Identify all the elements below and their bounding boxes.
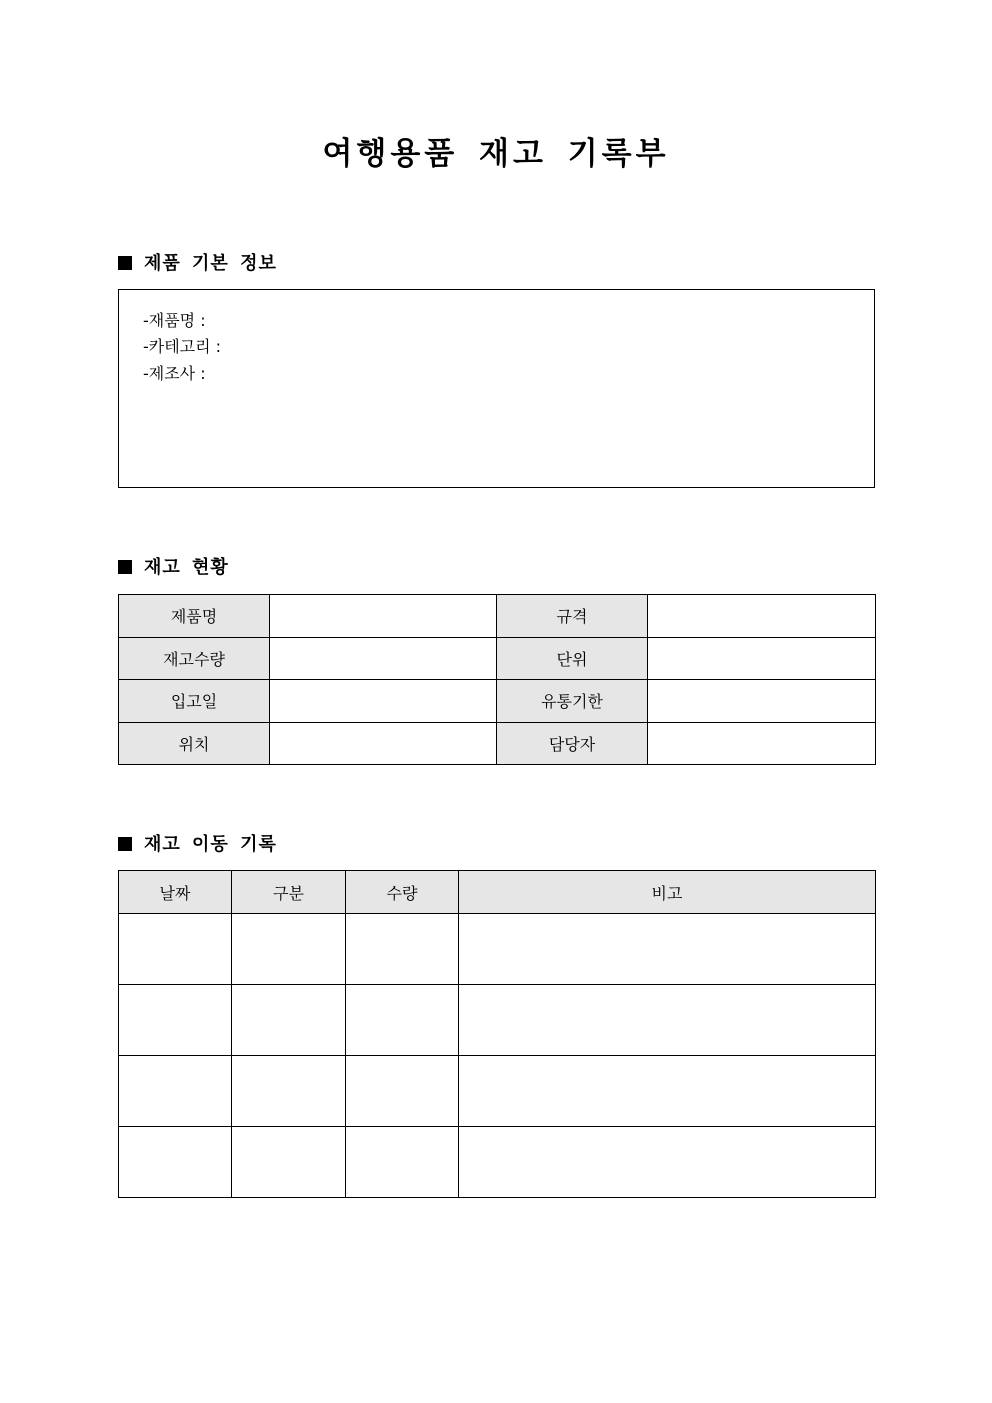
date-cell[interactable] [119, 1056, 232, 1127]
quantity-cell[interactable] [346, 914, 459, 985]
product-info-box [118, 289, 875, 488]
field-value-cell[interactable] [270, 680, 497, 723]
remarks-cell[interactable] [459, 1127, 876, 1198]
remarks-cell[interactable] [459, 914, 876, 985]
document-title: 여행용품 재고 기록부 [322, 136, 670, 172]
movement-log-table [118, 870, 876, 1198]
section-heading-label: 재고 이동 기록 [144, 834, 277, 855]
remarks-cell[interactable] [459, 1056, 876, 1127]
table-row [119, 1127, 876, 1198]
column-header-remarks: 비고 [459, 871, 876, 914]
table-row [119, 985, 876, 1056]
table-row [119, 1056, 876, 1127]
stock-status-table [118, 594, 876, 765]
field-value-cell[interactable] [270, 595, 497, 638]
table-header-row [119, 871, 876, 914]
remarks-cell[interactable] [459, 985, 876, 1056]
field-label: 담당자 [497, 722, 648, 765]
field-value-cell[interactable] [648, 680, 876, 723]
category-line: -카테고리 : [143, 337, 222, 356]
date-cell[interactable] [119, 1127, 232, 1198]
field-label: 위치 [119, 722, 270, 765]
quantity-cell[interactable] [346, 1056, 459, 1127]
section-heading-label: 재고 현황 [144, 557, 229, 578]
column-header-type: 구분 [232, 871, 346, 914]
column-header-quantity: 수량 [346, 871, 459, 914]
field-label: 재고수량 [119, 637, 270, 680]
type-cell[interactable] [232, 914, 346, 985]
date-cell[interactable] [119, 914, 232, 985]
section-heading-stock-status [118, 556, 229, 580]
field-label: 유통기한 [497, 680, 648, 723]
quantity-cell[interactable] [346, 1127, 459, 1198]
square-bullet-icon [118, 560, 132, 574]
field-value-cell[interactable] [648, 595, 876, 638]
field-value-cell[interactable] [270, 722, 497, 765]
field-label: 단위 [497, 637, 648, 680]
field-value-cell[interactable] [648, 722, 876, 765]
manufacturer-line: -제조사 : [143, 364, 206, 383]
table-row [119, 595, 876, 638]
table-row [119, 914, 876, 985]
date-cell[interactable] [119, 985, 232, 1056]
section-heading-label: 제품 기본 정보 [144, 253, 277, 274]
table-row [119, 637, 876, 680]
type-cell[interactable] [232, 985, 346, 1056]
table-row [119, 680, 876, 723]
field-label: 입고일 [119, 680, 270, 723]
product-name-line: -재품명 : [143, 311, 206, 330]
field-value-cell[interactable] [648, 637, 876, 680]
section-heading-product-info [118, 252, 277, 276]
field-label: 규격 [497, 595, 648, 638]
section-heading-movement-log [118, 833, 277, 857]
column-header-date: 날짜 [119, 871, 232, 914]
quantity-cell[interactable] [346, 985, 459, 1056]
square-bullet-icon [118, 256, 132, 270]
type-cell[interactable] [232, 1056, 346, 1127]
square-bullet-icon [118, 837, 132, 851]
type-cell[interactable] [232, 1127, 346, 1198]
field-value-cell[interactable] [270, 637, 497, 680]
field-label: 제품명 [119, 595, 270, 638]
table-row [119, 722, 876, 765]
